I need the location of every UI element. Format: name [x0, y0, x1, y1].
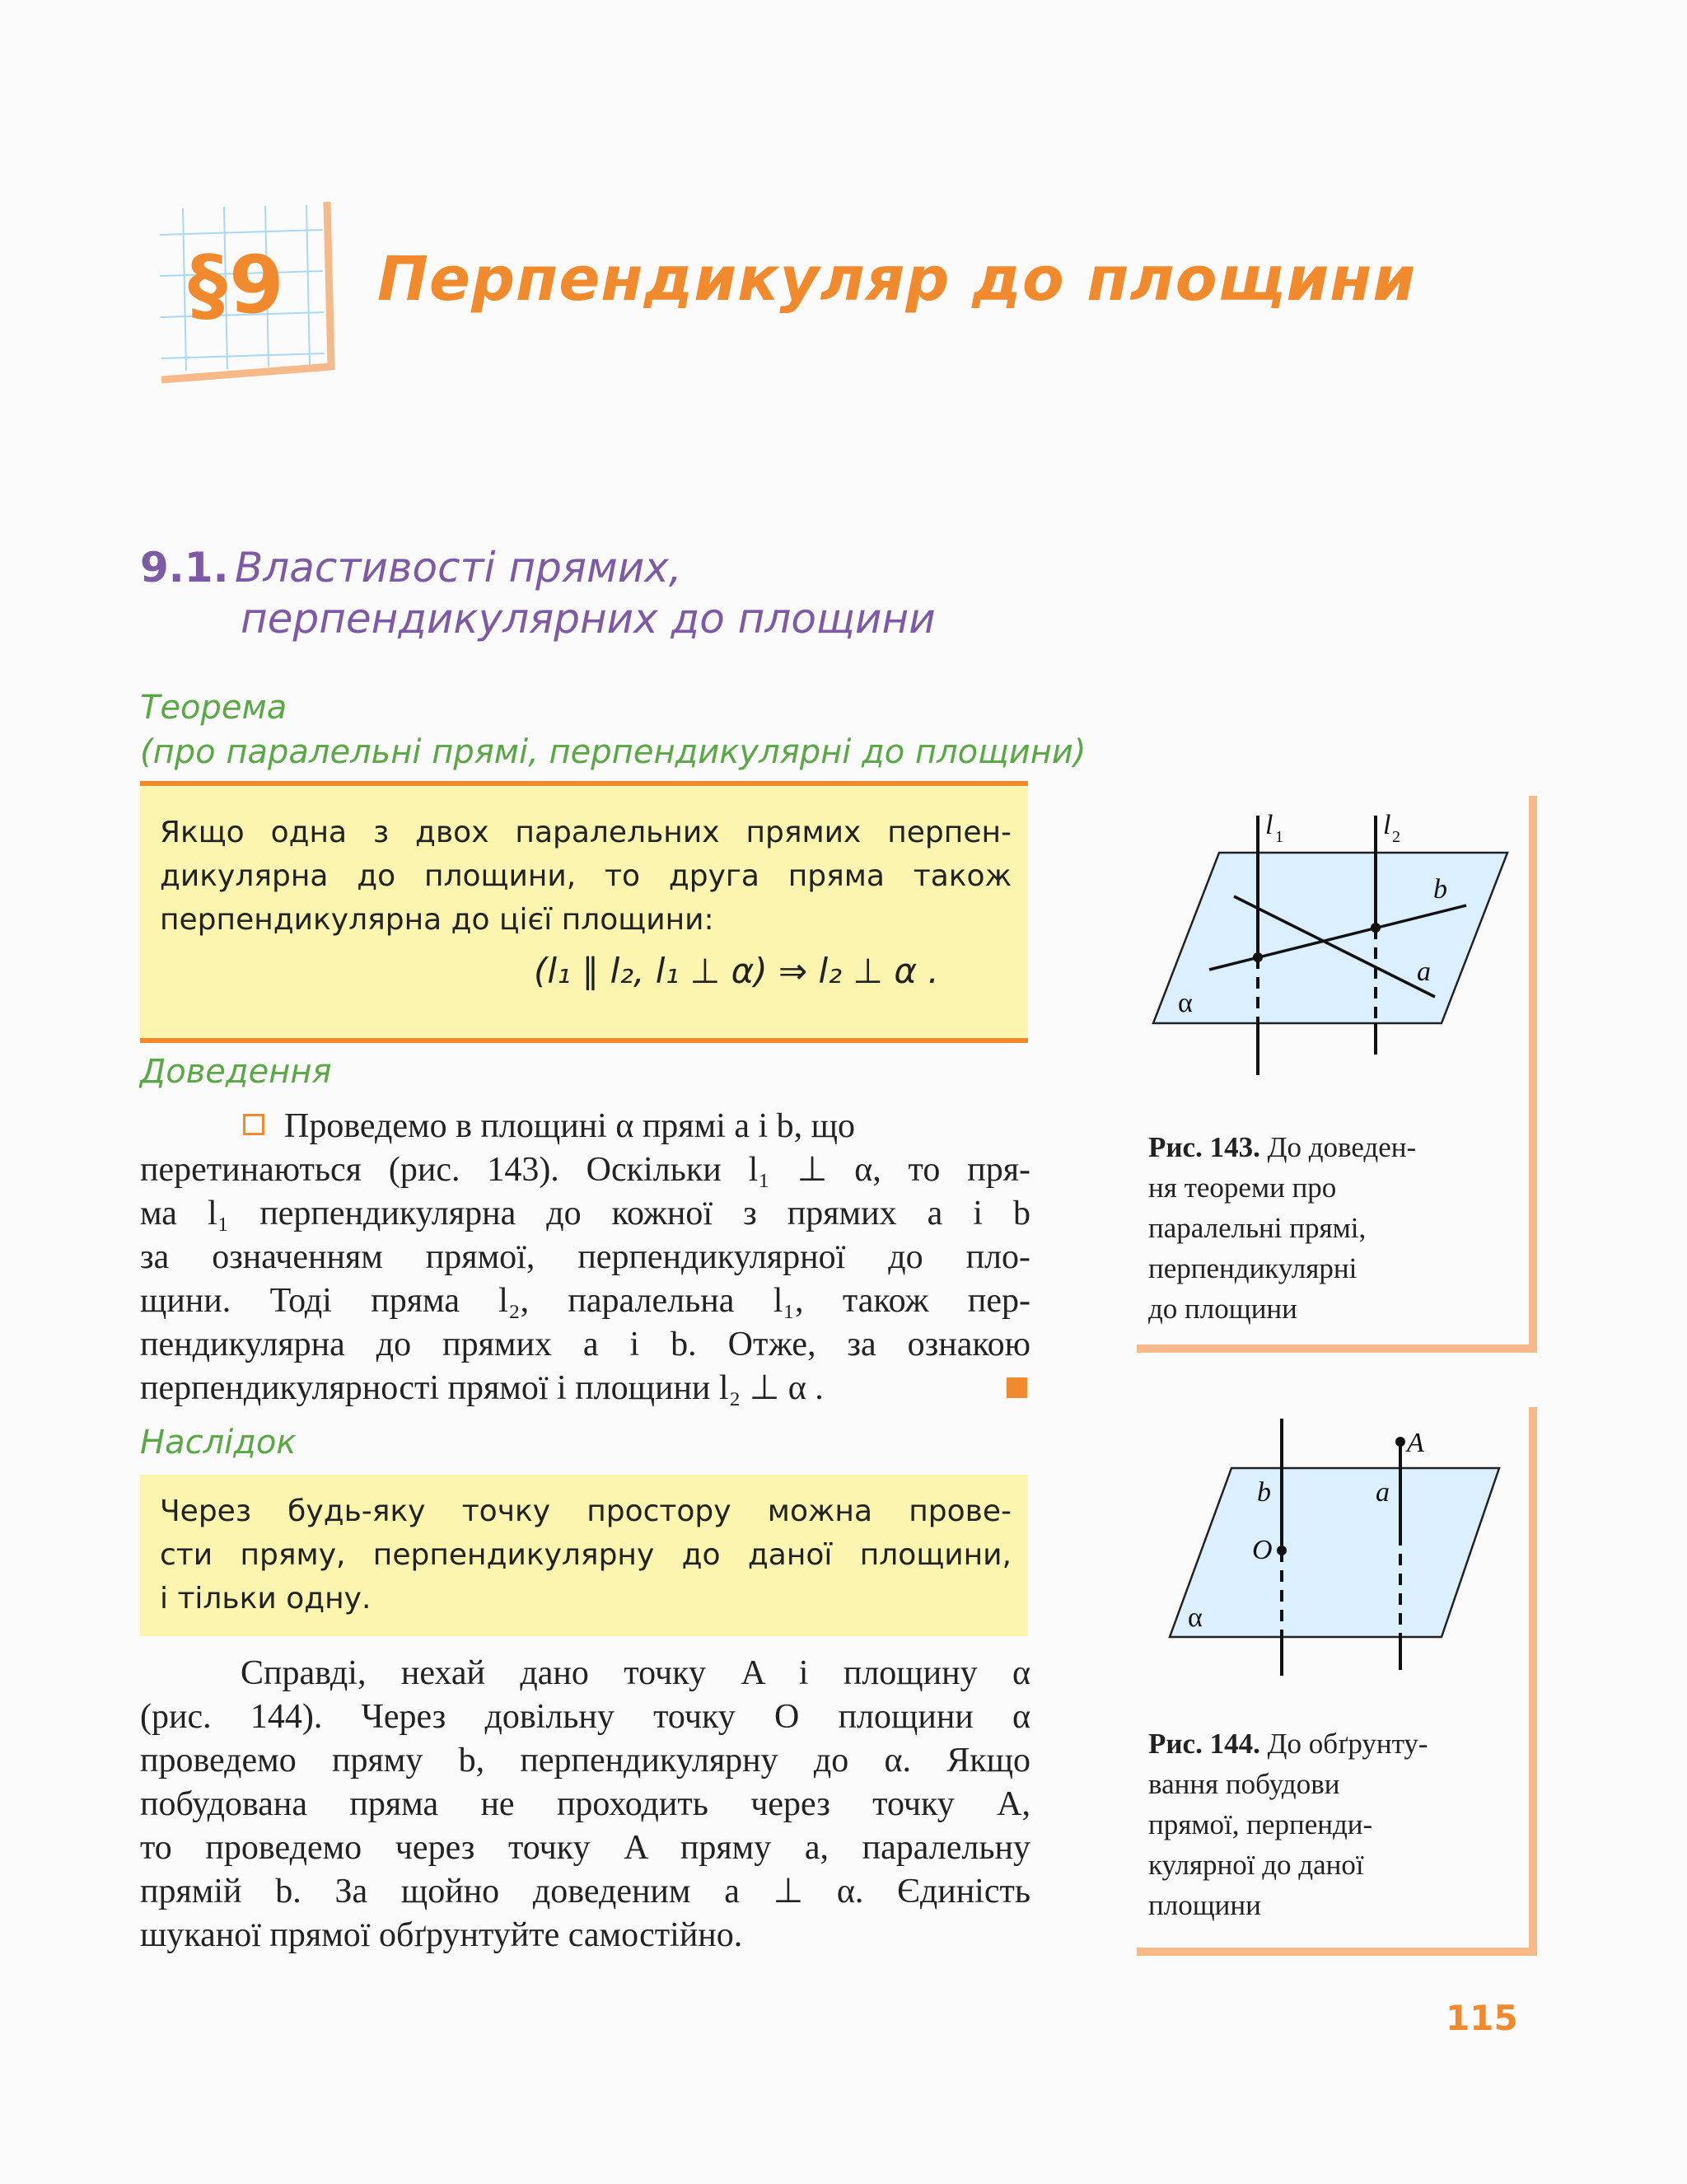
section-number: 9.1.: [140, 544, 229, 592]
paragraph-line: шуканої прямої обґрунтуйте самостійно.: [140, 1916, 743, 1954]
plane-alpha: [1170, 1468, 1499, 1637]
figure144-caption-line: прямої, перпенди-: [1148, 1808, 1373, 1840]
proof-line: пендикулярна до прямих a і b. Отже, за ознакою: [140, 1326, 1030, 1363]
figure144-caption-line: площини: [1148, 1889, 1261, 1921]
proof-start-marker: [243, 1114, 264, 1135]
proof-line: Проведемо в площині α прямі a і b, що: [284, 1107, 856, 1145]
label-l2: l: [1383, 810, 1391, 840]
section-title-line2: перпендикулярних до площини: [241, 595, 936, 643]
theorem-line: Якщо одна з двох паралельних прямих перпен-: [160, 816, 1012, 849]
paragraph-line: побудована пряма не проходить через точку A,: [140, 1785, 1030, 1823]
page-number: 115: [1446, 1998, 1518, 2038]
corollary-line: сти пряму, перпендикулярну до даної площини,: [160, 1538, 1012, 1572]
corollary-line: Через будь-яку точку простору можна прове-: [160, 1494, 1012, 1528]
point-A: [1395, 1437, 1405, 1447]
chapter-title: Перпендикуляр до площини: [377, 244, 1417, 315]
theorem-line: дикулярна до площини, то друга пряма також: [160, 859, 1012, 893]
figure143-caption-line: ня теореми про: [1148, 1172, 1337, 1204]
paragraph-line: Справді, нехай дано точку A і площину α: [241, 1654, 1030, 1692]
theorem-formula: (l₁ ∥ l₂, l₁ ⊥ α) ⇒ l₂ ⊥ α .: [534, 951, 939, 991]
proof-line: за означенням прямої, перпендикулярної до пло-: [140, 1238, 1030, 1276]
label-alpha: α: [1188, 1602, 1203, 1633]
paragraph-line: прямій b. За щойно доведеним a ⊥ α. Єдиність: [140, 1873, 1030, 1910]
proof-heading: Доведення: [140, 1053, 332, 1091]
figure144-diagram: [1153, 1419, 1516, 1682]
label-A: A: [1407, 1428, 1424, 1458]
section-title-line1: Властивості прямих,: [235, 544, 682, 592]
label-b: b: [1257, 1477, 1271, 1508]
paragraph-line: проведемо пряму b, перпендикулярну до α. Якщо: [140, 1742, 1030, 1779]
label-a: a: [1417, 956, 1431, 987]
figure144-caption-line: кулярної до даної: [1148, 1849, 1364, 1881]
figure143-caption-line: паралельні прямі,: [1148, 1212, 1367, 1244]
label-l2-sub: 2: [1392, 828, 1400, 846]
label-l1: l: [1265, 810, 1273, 840]
figure143-sidebar-top: [1529, 796, 1537, 804]
figure143-diagram: [1145, 807, 1524, 1087]
proof-line: ма l₁ перпендикулярна до кожної з прямих a і b: [140, 1195, 1030, 1232]
label-alpha: α: [1178, 988, 1193, 1018]
label-b: b: [1433, 874, 1447, 905]
proof-line: перетинаються (рис. 143). Оскільки l₁ ⊥ α, то пря-: [140, 1151, 1030, 1189]
label-a: a: [1376, 1477, 1390, 1508]
label-O: O: [1252, 1535, 1273, 1565]
chapter-number: §9: [188, 239, 286, 331]
figure143-caption-line1: Рис. 143. До доведен-: [1148, 1131, 1417, 1163]
paragraph-line: то проведемо через точку A пряму a, паралельну: [140, 1829, 1030, 1867]
label-l1-sub: 1: [1275, 828, 1283, 846]
figure144-caption-line: вання побудови: [1148, 1768, 1340, 1800]
corollary-box: [140, 1475, 1028, 1636]
point-l1-intersection: [1253, 952, 1263, 962]
figure143-caption-line: до площини: [1148, 1293, 1297, 1325]
theorem-line: перпендикулярна до цієї площини:: [160, 903, 714, 937]
point-l2-intersection: [1371, 923, 1381, 933]
proof-line: перпендикулярності прямої і площини l₂ ⊥ α .: [140, 1369, 824, 1407]
proof-line: щини. Тоді пряма l₂, паралельна l₁, також пер-: [140, 1282, 1030, 1320]
corollary-line: і тільки одну.: [160, 1582, 372, 1616]
corollary-heading: Наслідок: [140, 1424, 297, 1461]
figure144-caption-line1: Рис. 144. До обґрунту-: [1148, 1728, 1428, 1760]
figure143-caption-label: Рис. 143.: [1148, 1131, 1260, 1163]
theorem-box: [140, 781, 1028, 1043]
theorem-subheading: (про паралельні прямі, перпендикулярні до площини): [140, 733, 1087, 771]
theorem-heading: Теорема: [140, 689, 287, 727]
figure143-caption-line: перпендикулярні: [1148, 1252, 1358, 1284]
proof-end-marker: [1007, 1377, 1027, 1398]
paragraph-line: (рис. 144). Через довільну точку O площини α: [140, 1698, 1030, 1736]
point-O: [1277, 1546, 1287, 1555]
figure144-caption-label: Рис. 144.: [1148, 1728, 1260, 1760]
